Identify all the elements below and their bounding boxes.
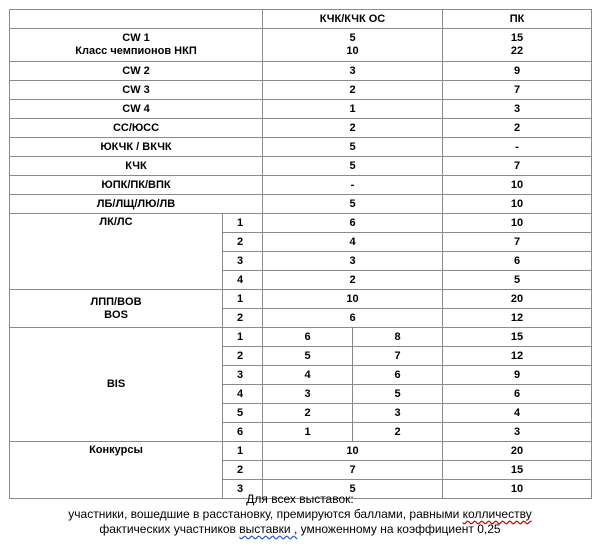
row-pk-value: 7 bbox=[443, 233, 592, 252]
row-kchk-value: 5 bbox=[263, 195, 443, 214]
bis-kchk-value: 2 bbox=[263, 404, 353, 423]
row-kchk-value: 2 bbox=[263, 119, 443, 138]
header-blank bbox=[10, 10, 263, 29]
bis-kchk-value: 6 bbox=[263, 328, 353, 347]
place-number: 1 bbox=[223, 442, 263, 461]
row-pk-value: 4 bbox=[443, 404, 592, 423]
place-number: 6 bbox=[223, 423, 263, 442]
place-number: 4 bbox=[223, 271, 263, 290]
row-kchk-value: 2 bbox=[263, 271, 443, 290]
row-kchk-value: 7 bbox=[263, 461, 443, 480]
header-row bbox=[10, 10, 592, 29]
row-pk-value: 9 bbox=[443, 62, 592, 81]
bis-kchk-os-value: 3 bbox=[353, 404, 443, 423]
row-kchk-value: - bbox=[263, 176, 443, 195]
row-kchk-value: 5 bbox=[263, 138, 443, 157]
bis-kchk-value: 1 bbox=[263, 423, 353, 442]
row-kchk-value: 5 bbox=[263, 480, 443, 499]
table-row bbox=[10, 62, 592, 81]
row-pk-value: 9 bbox=[443, 366, 592, 385]
row-kchk-value: 5 10 bbox=[263, 29, 443, 62]
bis-kchk-os-value: 2 bbox=[353, 423, 443, 442]
row-kchk-value: 6 bbox=[263, 309, 443, 328]
row-pk-value: 3 bbox=[443, 423, 592, 442]
row-name: ЛБ/ЛЩ/ЛЮ/ЛВ bbox=[10, 195, 263, 214]
bis-kchk-value: 5 bbox=[263, 347, 353, 366]
row-pk-value: 12 bbox=[443, 347, 592, 366]
place-number: 4 bbox=[223, 385, 263, 404]
place-number: 1 bbox=[223, 290, 263, 309]
spelling-underline: колличеству bbox=[462, 507, 532, 521]
row-kchk-value: 6 bbox=[263, 214, 443, 233]
row-kchk-value: 1 bbox=[263, 100, 443, 119]
table-row bbox=[10, 100, 592, 119]
row-kchk-value: 5 bbox=[263, 157, 443, 176]
header-pk: ПК bbox=[443, 10, 592, 29]
row-name: СС/ЮСС bbox=[10, 119, 263, 138]
table-row bbox=[10, 290, 592, 309]
row-name: CW 4 bbox=[10, 100, 263, 119]
footer-line-3: фактических участников выставки , умноженному на коэффициент 0,25 bbox=[99, 522, 501, 536]
bis-kchk-os-value: 5 bbox=[353, 385, 443, 404]
row-pk-value: 6 bbox=[443, 385, 592, 404]
table-row bbox=[10, 195, 592, 214]
footer-note bbox=[0, 492, 600, 537]
bis-kchk-os-value: 6 bbox=[353, 366, 443, 385]
row-pk-value: 5 bbox=[443, 271, 592, 290]
place-number: 1 bbox=[223, 214, 263, 233]
table-row bbox=[10, 81, 592, 100]
row-kchk-value: 3 bbox=[263, 252, 443, 271]
row-pk-value: 20 bbox=[443, 290, 592, 309]
footer-line-1: Для всех выставок: bbox=[246, 492, 354, 506]
table-row bbox=[10, 157, 592, 176]
row-pk-value: 7 bbox=[443, 157, 592, 176]
table-row bbox=[10, 442, 592, 461]
row-kchk-value: 3 bbox=[263, 62, 443, 81]
row-pk-value: 10 bbox=[443, 480, 592, 499]
bis-kchk-os-value: 8 bbox=[353, 328, 443, 347]
row-pk-value: 10 bbox=[443, 195, 592, 214]
place-number: 3 bbox=[223, 252, 263, 271]
row-pk-value: 20 bbox=[443, 442, 592, 461]
row-pk-value: 10 bbox=[443, 176, 592, 195]
place-number: 3 bbox=[223, 480, 263, 499]
group-name-lpp: ЛПП/BOB BOS bbox=[10, 290, 223, 328]
row-name: CW 3 bbox=[10, 81, 263, 100]
header-kchk: КЧК/КЧК ОС bbox=[263, 10, 443, 29]
row-kchk-value: 10 bbox=[263, 442, 443, 461]
place-number: 1 bbox=[223, 328, 263, 347]
place-number: 3 bbox=[223, 366, 263, 385]
table-row bbox=[10, 119, 592, 138]
row-name: КЧК bbox=[10, 157, 263, 176]
footer-line-2: участники, вошедшие в расстановку, премируются баллами, равными колличеству bbox=[68, 507, 532, 521]
row-pk-value: 3 bbox=[443, 100, 592, 119]
table-row bbox=[10, 138, 592, 157]
row-kchk-value: 10 bbox=[263, 290, 443, 309]
bis-kchk-os-value: 7 bbox=[353, 347, 443, 366]
row-pk-value: 15 22 bbox=[443, 29, 592, 62]
bis-kchk-value: 3 bbox=[263, 385, 353, 404]
row-pk-value: - bbox=[443, 138, 592, 157]
group-name-bis: BIS bbox=[10, 328, 223, 442]
row-pk-value: 10 bbox=[443, 214, 592, 233]
row-pk-value: 7 bbox=[443, 81, 592, 100]
place-number: 2 bbox=[223, 233, 263, 252]
row-pk-value: 15 bbox=[443, 328, 592, 347]
row-pk-value: 15 bbox=[443, 461, 592, 480]
place-number: 2 bbox=[223, 461, 263, 480]
points-table bbox=[9, 9, 592, 499]
row-pk-value: 12 bbox=[443, 309, 592, 328]
row-name: ЮПК/ПК/ВПК bbox=[10, 176, 263, 195]
row-pk-value: 6 bbox=[443, 252, 592, 271]
table-row bbox=[10, 214, 592, 233]
table-row bbox=[10, 328, 592, 347]
row-name: ЮКЧК / ВКЧК bbox=[10, 138, 263, 157]
place-number: 5 bbox=[223, 404, 263, 423]
group-name-contest: Конкурсы bbox=[10, 442, 223, 499]
row-pk-value: 2 bbox=[443, 119, 592, 138]
row-kchk-value: 4 bbox=[263, 233, 443, 252]
row-kchk-value: 2 bbox=[263, 81, 443, 100]
table-row bbox=[10, 29, 592, 62]
grammar-underline: выставки , bbox=[239, 522, 298, 536]
bis-kchk-value: 4 bbox=[263, 366, 353, 385]
place-number: 2 bbox=[223, 347, 263, 366]
place-number: 2 bbox=[223, 309, 263, 328]
row-name: CW 1 Класс чемпионов НКП bbox=[10, 29, 263, 62]
group-name-lk: ЛК/ЛС bbox=[10, 214, 223, 290]
table-row bbox=[10, 176, 592, 195]
row-name: CW 2 bbox=[10, 62, 263, 81]
